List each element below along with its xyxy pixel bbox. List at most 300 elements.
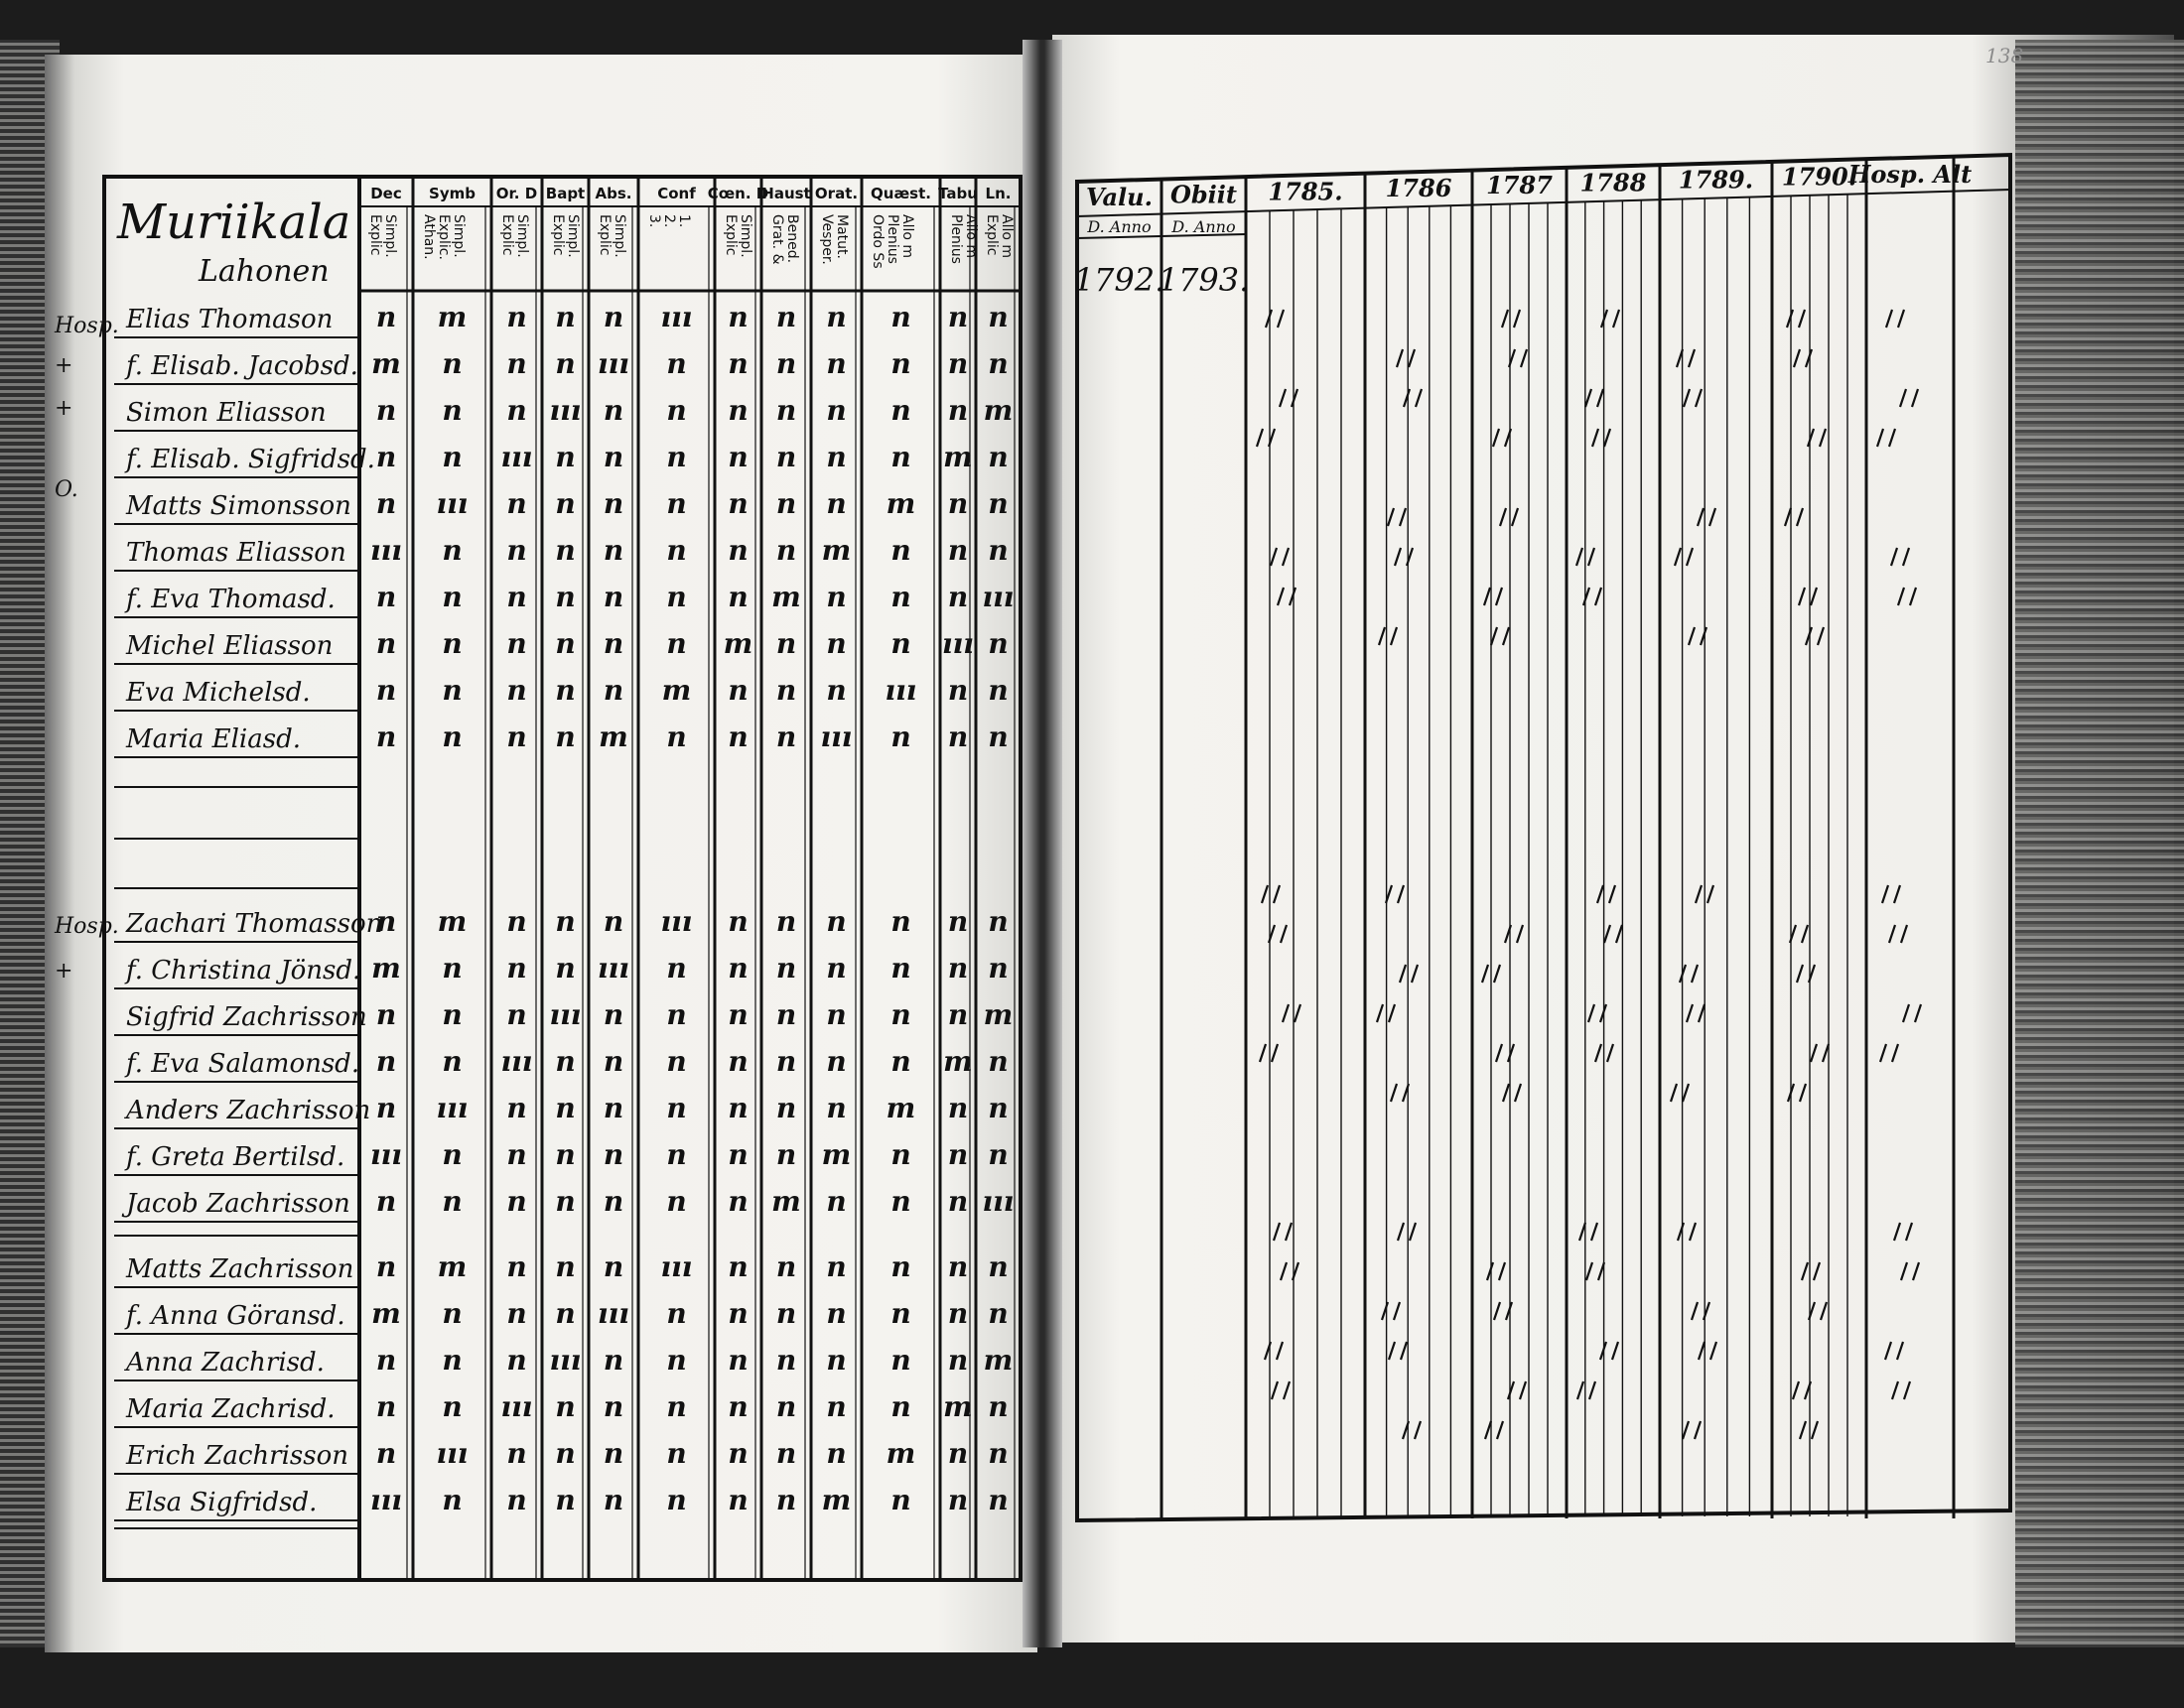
group3-mark: n	[666, 1297, 687, 1330]
group3-mark: ııı	[370, 1484, 402, 1516]
group3-mark: ııı	[598, 1297, 629, 1330]
group2-mark: n	[775, 1045, 797, 1078]
tally-mark	[1505, 925, 1523, 943]
group1-mark: n	[826, 581, 847, 613]
group3-mark: n	[775, 1437, 797, 1470]
group3-mark: n	[555, 1250, 576, 1283]
column-header-2: Or. D	[495, 185, 538, 202]
group1-name: Elias Thomason	[126, 305, 334, 334]
group1-mark: n	[728, 394, 749, 427]
tally-mark	[1806, 627, 1824, 645]
tally-mark	[1509, 349, 1527, 367]
right-header-3: 1786	[1385, 174, 1452, 203]
column-subheader: Grat. &	[769, 214, 785, 265]
group1-mark: ııı	[549, 394, 582, 427]
group1-mark: n	[375, 394, 397, 427]
group3-mark: n	[666, 1344, 687, 1377]
group1-mark: n	[775, 721, 797, 753]
group3-mark: n	[375, 1250, 397, 1283]
group2-mark: n	[775, 952, 797, 985]
group1-mark: m	[821, 534, 852, 567]
group1-mark: m	[943, 441, 973, 473]
group2-mark: n	[442, 1185, 463, 1218]
tally-mark	[1484, 588, 1502, 605]
group3-mark: n	[988, 1297, 1009, 1330]
group3-mark: n	[775, 1390, 797, 1423]
tally-mark	[1698, 508, 1715, 526]
group3-mark: n	[988, 1250, 1009, 1283]
tally-mark	[1882, 885, 1900, 903]
group2-mark: n	[506, 1185, 527, 1218]
right-header-2: 1785.	[1268, 177, 1343, 206]
group3-mark: n	[603, 1250, 624, 1283]
group1-mark: ııı	[885, 674, 917, 707]
group1-mark: n	[728, 534, 749, 567]
tally-mark	[1689, 627, 1706, 645]
group1-mark: n	[603, 441, 624, 473]
tally-mark	[1886, 310, 1904, 328]
group2-mark: n	[442, 1045, 463, 1078]
group2-mark: n	[728, 1092, 749, 1124]
group1-mark: n	[442, 534, 463, 567]
group1-name: Matts Simonsson	[126, 491, 351, 521]
group3-mark: n	[826, 1250, 847, 1283]
group3-mark: n	[442, 1297, 463, 1330]
group1-mark: n	[728, 487, 749, 520]
column-subheader: Simpl.	[738, 214, 753, 258]
tally-mark	[1395, 548, 1413, 566]
group2-name: f. Greta Bertilsd.	[126, 1142, 345, 1172]
tally-mark	[1903, 1004, 1921, 1022]
group3-mark: n	[890, 1484, 911, 1516]
group2-name: Sigfrid Zachrisson	[126, 1002, 367, 1032]
group3-mark: n	[442, 1344, 463, 1377]
group2-mark: n	[442, 998, 463, 1031]
group2-mark: n	[555, 1092, 576, 1124]
group1-mark: ııı	[500, 441, 533, 473]
column-subheader: Plenius	[948, 214, 964, 264]
group2-mark: n	[728, 905, 749, 938]
group1-mark: n	[666, 627, 687, 660]
column-subheader: Allo m	[899, 214, 915, 259]
group2-mark: n	[506, 905, 527, 938]
tally-mark	[1389, 1342, 1407, 1360]
group1-mark: n	[988, 721, 1009, 753]
group1-mark: n	[947, 721, 969, 753]
group2-mark: m	[886, 1092, 916, 1124]
group2-mark: n	[890, 998, 911, 1031]
group1-mark: n	[603, 534, 624, 567]
tally-mark	[1496, 1044, 1514, 1062]
group1-mark: n	[375, 581, 397, 613]
group3-mark: n	[506, 1437, 527, 1470]
column-subheader: Simpl.	[565, 214, 581, 258]
group2-name: Anders Zachrisson	[126, 1096, 371, 1125]
group3-name: Erich Zachrisson	[126, 1441, 348, 1471]
column-subheader: Simpl.	[514, 214, 530, 258]
group2-mark: n	[947, 1092, 969, 1124]
group2-mark: n	[826, 998, 847, 1031]
tally-mark	[1271, 548, 1289, 566]
group1-name: f. Elisab. Sigfridsd.	[126, 445, 375, 474]
group2-mark: ııı	[982, 1185, 1015, 1218]
group1-mark: n	[890, 581, 911, 613]
group2-name: Jacob Zachrisson	[126, 1189, 350, 1219]
group2-mark: n	[775, 998, 797, 1031]
group3-mark: n	[728, 1437, 749, 1470]
column-header-11: Ln.	[985, 185, 1012, 202]
group1-mark: n	[506, 627, 527, 660]
group2-name: Zachari Thomasson	[126, 909, 383, 939]
group3-mark: n	[375, 1344, 397, 1377]
group1-name: Simon Eliasson	[126, 398, 327, 428]
column-header-0: Dec	[370, 185, 402, 202]
group1-mark: n	[728, 581, 749, 613]
group2-mark: n	[555, 1138, 576, 1171]
group2-name: f. Eva Salamonsd.	[126, 1049, 360, 1079]
group1-mark: m	[886, 487, 916, 520]
group3-mark: n	[947, 1344, 969, 1377]
group2-mark: n	[826, 1092, 847, 1124]
column-header-5: Conf	[657, 185, 696, 202]
tally-mark	[1885, 1342, 1903, 1360]
group1-mark: n	[375, 674, 397, 707]
group2-mark: ııı	[500, 1045, 533, 1078]
group3-mark: n	[555, 1297, 576, 1330]
group1-mark: n	[666, 534, 687, 567]
group3-mark: n	[826, 1437, 847, 1470]
tally-mark	[1677, 349, 1695, 367]
column-subheader: Explic	[723, 214, 739, 256]
group3-mark: n	[826, 1297, 847, 1330]
group2-mark: n	[988, 1092, 1009, 1124]
column-subheader: Explic	[597, 214, 613, 256]
group1-mark: n	[988, 487, 1009, 520]
tally-mark	[1386, 885, 1404, 903]
group1-mark: n	[728, 347, 749, 380]
group3-mark: n	[666, 1437, 687, 1470]
group1-mark: n	[775, 534, 797, 567]
tally-mark	[1262, 885, 1280, 903]
tally-mark	[1502, 310, 1520, 328]
right-table-border	[1077, 155, 2010, 1520]
group1-mark: n	[775, 627, 797, 660]
column-subheader: 2.	[661, 214, 677, 228]
group3-mark: n	[775, 1344, 797, 1377]
group3-mark: m	[437, 1250, 468, 1283]
group1-mark: m	[371, 347, 401, 380]
group2-mark: n	[826, 1045, 847, 1078]
group3-name: Elsa Sigfridsd.	[126, 1488, 318, 1517]
column-header-9: Quæst.	[871, 185, 931, 202]
group1-mark: ııı	[820, 721, 853, 753]
group1-mark: n	[666, 487, 687, 520]
group1-mark: ııı	[436, 487, 469, 520]
first-entry: 1792.	[1073, 261, 1165, 299]
group2-mark: m	[821, 1138, 852, 1171]
group1-mark: n	[890, 721, 911, 753]
tally-mark	[1274, 1223, 1292, 1241]
group3-name: Anna Zachrisd.	[126, 1348, 325, 1378]
group2-name: f. Christina Jönsd.	[126, 956, 361, 985]
group1-mark: n	[375, 487, 397, 520]
group3-mark: n	[775, 1484, 797, 1516]
group1-mark: n	[555, 487, 576, 520]
tally-mark	[1678, 1223, 1696, 1241]
group1-mark: n	[947, 347, 969, 380]
group2-mark: n	[603, 1185, 624, 1218]
group1-mark: n	[375, 301, 397, 333]
group1-mark: n	[890, 394, 911, 427]
group1-name: Maria Eliasd.	[126, 724, 301, 754]
group2-mark: n	[555, 1045, 576, 1078]
group3-mark: ııı	[549, 1344, 582, 1377]
group3-mark: n	[442, 1484, 463, 1516]
right-table-text	[1074, 160, 1973, 299]
column-subheader: Athan.	[421, 214, 437, 260]
tally-mark	[1811, 1044, 1829, 1062]
tally-mark	[1391, 1084, 1409, 1102]
column-subheader: Simpl.	[382, 214, 398, 258]
right-subheader: D. Anno	[1171, 217, 1236, 236]
group1-mark: n	[890, 441, 911, 473]
group1-name: f. Eva Thomasd.	[126, 585, 336, 614]
group2-mark: m	[943, 1045, 973, 1078]
group2-mark: n	[826, 1185, 847, 1218]
tally-mark	[1577, 1381, 1595, 1399]
tally-mark	[1403, 1421, 1421, 1439]
group3-mark: n	[728, 1484, 749, 1516]
group3-mark: n	[890, 1250, 911, 1283]
group1-mark: n	[826, 301, 847, 333]
margin-note: +	[55, 353, 73, 378]
group1-mark: n	[555, 581, 576, 613]
group3-mark: n	[666, 1484, 687, 1516]
group2-mark: ııı	[660, 905, 693, 938]
group2-mark: n	[442, 1138, 463, 1171]
group2-mark: n	[375, 1045, 397, 1078]
group1-mark: n	[603, 394, 624, 427]
group3-mark: ııı	[660, 1250, 693, 1283]
group2-mark: n	[947, 952, 969, 985]
group1-mark: n	[826, 627, 847, 660]
group3-mark: n	[890, 1344, 911, 1377]
group1-name: Thomas Eliasson	[126, 538, 346, 568]
tally-mark	[1898, 588, 1916, 605]
group3-mark: n	[603, 1437, 624, 1470]
group3-mark: n	[728, 1390, 749, 1423]
group1-mark: n	[666, 581, 687, 613]
group1-mark: n	[666, 721, 687, 753]
group1-name: Michel Eliasson	[126, 631, 334, 661]
group3-mark: n	[947, 1297, 969, 1330]
tally-mark	[1397, 349, 1415, 367]
group2-mark: n	[775, 905, 797, 938]
group1-mark: n	[666, 394, 687, 427]
group1-mark: n	[728, 441, 749, 473]
group1-mark: n	[506, 394, 527, 427]
group2-mark: n	[555, 1185, 576, 1218]
tally-mark	[1877, 429, 1895, 447]
group3-mark: m	[943, 1390, 973, 1423]
group1-mark: n	[947, 487, 969, 520]
tally-mark	[1404, 389, 1422, 407]
group1-mark: n	[775, 441, 797, 473]
group3-mark: n	[506, 1344, 527, 1377]
group2-mark: m	[437, 905, 468, 938]
group1-mark: n	[666, 347, 687, 380]
group3-mark: n	[506, 1297, 527, 1330]
group3-mark: n	[947, 1437, 969, 1470]
group2-mark: n	[826, 905, 847, 938]
group1-mark: n	[890, 627, 911, 660]
group2-mark: n	[603, 1092, 624, 1124]
group2-mark: n	[603, 998, 624, 1031]
group3-name: Matts Zachrisson	[126, 1254, 354, 1284]
group1-mark: n	[442, 581, 463, 613]
group2-mark: n	[603, 1045, 624, 1078]
column-header-10: Tabu	[938, 185, 978, 202]
group2-mark: n	[890, 1045, 911, 1078]
group1-mark: n	[890, 534, 911, 567]
group3-mark: n	[603, 1390, 624, 1423]
group3-mark: n	[988, 1484, 1009, 1516]
tally-mark	[1900, 389, 1918, 407]
group1-mark: n	[728, 721, 749, 753]
register-title: Muriikala	[117, 195, 351, 250]
group3-name: Maria Zachrisd.	[126, 1394, 336, 1424]
group1-mark: n	[506, 347, 527, 380]
tally-mark	[1583, 588, 1601, 605]
group1-mark: n	[442, 721, 463, 753]
group1-mark: n	[947, 394, 969, 427]
group2-mark: n	[375, 905, 397, 938]
column-header-8: Orat.	[814, 185, 859, 202]
group1-mark: n	[826, 674, 847, 707]
tally-mark	[1600, 1342, 1618, 1360]
group2-mark: n	[666, 1092, 687, 1124]
group2-mark: n	[666, 1045, 687, 1078]
group1-mark: n	[442, 441, 463, 473]
tally-mark	[1491, 627, 1509, 645]
group3-mark: n	[555, 1484, 576, 1516]
group1-mark: n	[988, 674, 1009, 707]
group3-mark: m	[371, 1297, 401, 1330]
group2-mark: m	[983, 998, 1014, 1031]
group2-mark: n	[666, 952, 687, 985]
group3-mark: n	[603, 1484, 624, 1516]
group2-mark: n	[442, 952, 463, 985]
tally-mark	[1800, 1421, 1818, 1439]
tally-mark	[1257, 429, 1275, 447]
group2-mark: n	[890, 952, 911, 985]
column-subheader: Simpl.	[612, 214, 627, 258]
group3-mark: n	[728, 1344, 749, 1377]
group1-mark: n	[555, 534, 576, 567]
group2-mark: n	[506, 952, 527, 985]
group2-mark: n	[890, 1185, 911, 1218]
column-header-1: Symb	[429, 185, 476, 202]
right-header-8: Hosp. Alt	[1847, 159, 1973, 189]
right-header-7: 1790.	[1781, 162, 1857, 192]
group1-mark: m	[599, 721, 628, 753]
tally-mark	[1281, 1262, 1298, 1280]
group2-mark: n	[988, 952, 1009, 985]
tally-mark	[1889, 925, 1907, 943]
column-subheader: Explic	[984, 214, 1000, 256]
column-header-4: Abs.	[595, 185, 632, 202]
column-subheader: Explic	[367, 214, 383, 256]
group3-mark: n	[947, 1250, 969, 1283]
tally-mark	[1283, 1004, 1300, 1022]
column-subheader: Explic	[550, 214, 566, 256]
right-header-1: Obiit	[1169, 180, 1238, 209]
group1-mark: n	[775, 487, 797, 520]
tally-mark	[1586, 1262, 1604, 1280]
group2-mark: n	[506, 1092, 527, 1124]
right-header-5: 1788	[1579, 168, 1647, 197]
tally-mark	[1585, 389, 1603, 407]
tally-mark	[1809, 1302, 1827, 1320]
column-subheader: Explic	[499, 214, 515, 256]
margin-note: Hosp.	[55, 314, 119, 338]
group1-mark: n	[947, 581, 969, 613]
right-subheader: D. Anno	[1087, 217, 1152, 236]
group2-mark: n	[947, 1138, 969, 1171]
group1-mark: n	[442, 347, 463, 380]
group1-mark: ııı	[982, 581, 1015, 613]
margin-note: Hosp.	[55, 914, 119, 939]
group3-mark: n	[775, 1297, 797, 1330]
group1-mark: n	[375, 721, 397, 753]
group2-mark: n	[988, 1138, 1009, 1171]
group3-mark: n	[988, 1390, 1009, 1423]
group1-mark: n	[890, 347, 911, 380]
group1-mark: n	[506, 487, 527, 520]
tally-mark	[1790, 925, 1808, 943]
group1-mark: n	[947, 534, 969, 567]
tally-mark	[1799, 588, 1817, 605]
column-subheader: Bened.	[784, 214, 800, 264]
group2-mark: n	[603, 1138, 624, 1171]
group1-mark: n	[775, 301, 797, 333]
margin-note: +	[55, 396, 73, 421]
group2-mark: n	[603, 905, 624, 938]
group2-mark: n	[506, 1138, 527, 1171]
group1-mark: n	[375, 627, 397, 660]
group2-mark: n	[375, 1092, 397, 1124]
group3-mark: m	[983, 1344, 1014, 1377]
column-header-6: Cœn. D	[707, 185, 769, 202]
group2-mark: m	[371, 952, 401, 985]
tally-mark	[1787, 310, 1805, 328]
group2-mark: n	[947, 905, 969, 938]
group2-mark: n	[728, 1138, 749, 1171]
tally-mark	[1687, 1004, 1705, 1022]
group3-mark: n	[947, 1484, 969, 1516]
group1-mark: n	[506, 581, 527, 613]
group1-mark: n	[603, 301, 624, 333]
tally-mark	[1269, 925, 1287, 943]
group1-mark: n	[506, 534, 527, 567]
group1-mark: n	[988, 534, 1009, 567]
group2-mark: ııı	[370, 1138, 402, 1171]
group1-mark: n	[506, 674, 527, 707]
group1-mark: n	[775, 347, 797, 380]
column-header-7: Haust	[761, 185, 811, 202]
group3-mark: n	[890, 1390, 911, 1423]
group1-name: Eva Michelsd.	[126, 678, 311, 708]
